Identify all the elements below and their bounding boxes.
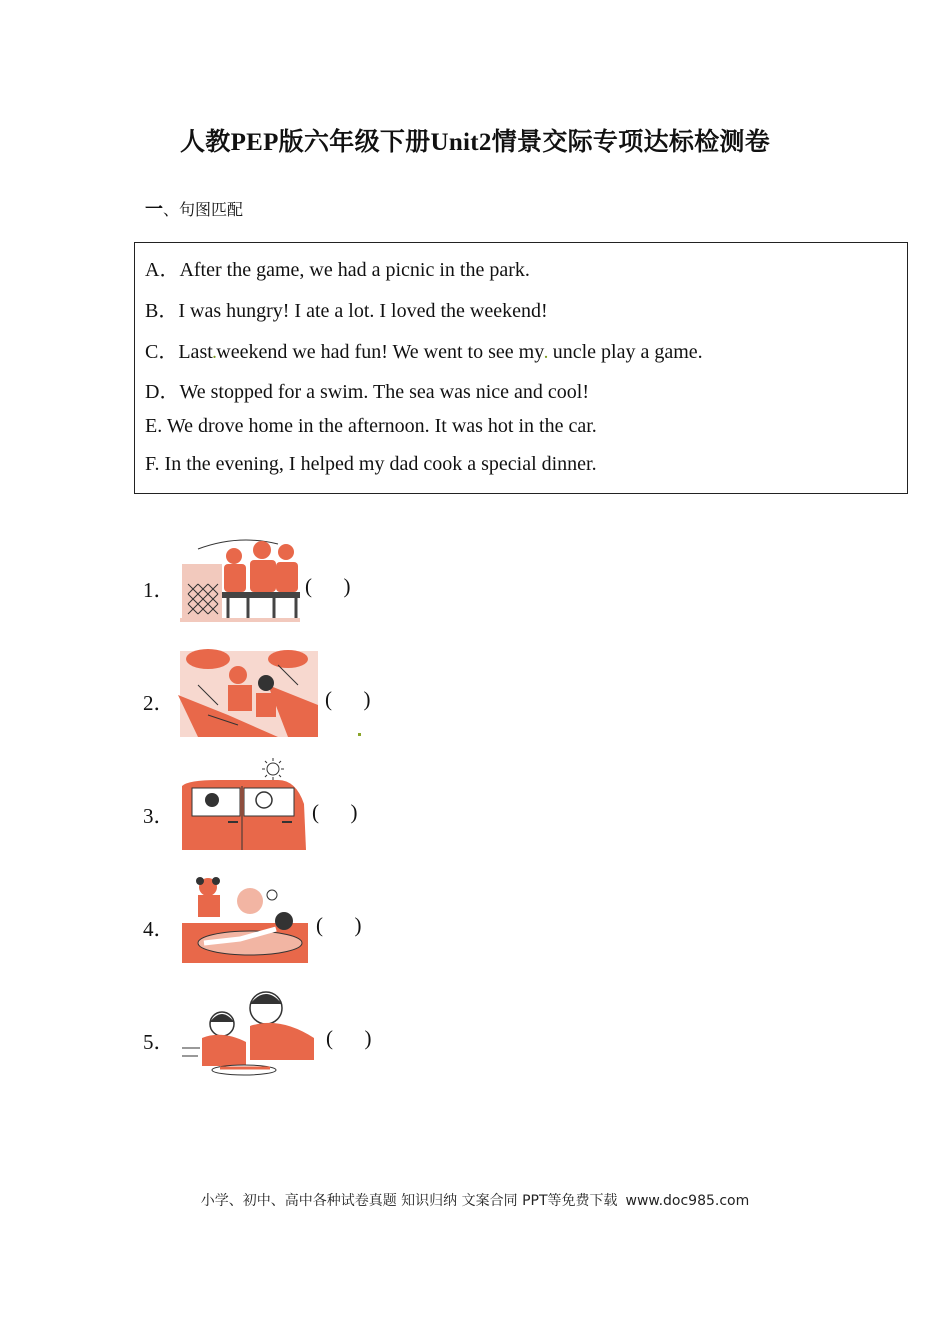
picture-car-hot-sun [178,756,310,852]
footer [0,1190,950,1210]
option-f: F. In the evening, I helped my dad cook a special dinner. [145,453,597,475]
answer-blank[interactable]: ( ) [312,800,358,824]
section-label: 、句图匹配 [163,202,244,219]
question-item-4 [0,869,950,969]
answer-blank[interactable]: ( ) [316,913,362,937]
picture-swimming-beach [180,873,310,965]
question-item-5 [0,982,950,1082]
stray-mark [358,733,361,736]
question-number: 5． [143,1030,175,1054]
picture-people-watching-game [178,534,302,624]
question-item-3 [0,756,950,856]
picture-family-picnic [178,645,320,739]
footer-link[interactable]: www.doc985.com [625,1193,750,1209]
question-number: 1． [143,578,175,602]
picture-cooking-with-dad [180,986,318,1078]
option-d: D．We stopped for a swim. The sea was nice and cool! [145,381,590,403]
question-number: 3． [143,804,175,828]
section-number: 一 [145,199,163,219]
answer-blank[interactable]: ( ) [305,574,351,598]
question-number: 4． [143,917,175,941]
option-b: B．I was hungry! I ate a lot. I loved the weekend! [145,300,548,322]
option-e: E. We drove home in the afternoon. It was hot in the car. [145,415,597,437]
question-item-1 [0,530,950,630]
question-item-2 [0,643,950,743]
option-a: A．After the game, we had a picnic in the park. [145,259,530,281]
option-c: C．Last.weekend we had fun! We went to see my. uncle play a game. [145,341,703,363]
page-title: 人教PEP版六年级下册Unit2情景交际专项达标检测卷 [179,129,771,156]
options-box [134,242,908,494]
footer-text: 小学、初中、高中各种试卷真题 知识归纳 文案合同 PPT等免费下载 [200,1193,618,1209]
section-heading [145,195,243,221]
answer-blank[interactable]: ( ) [326,1026,372,1050]
answer-blank[interactable]: ( ) [325,687,371,711]
question-number: 2． [143,691,175,715]
